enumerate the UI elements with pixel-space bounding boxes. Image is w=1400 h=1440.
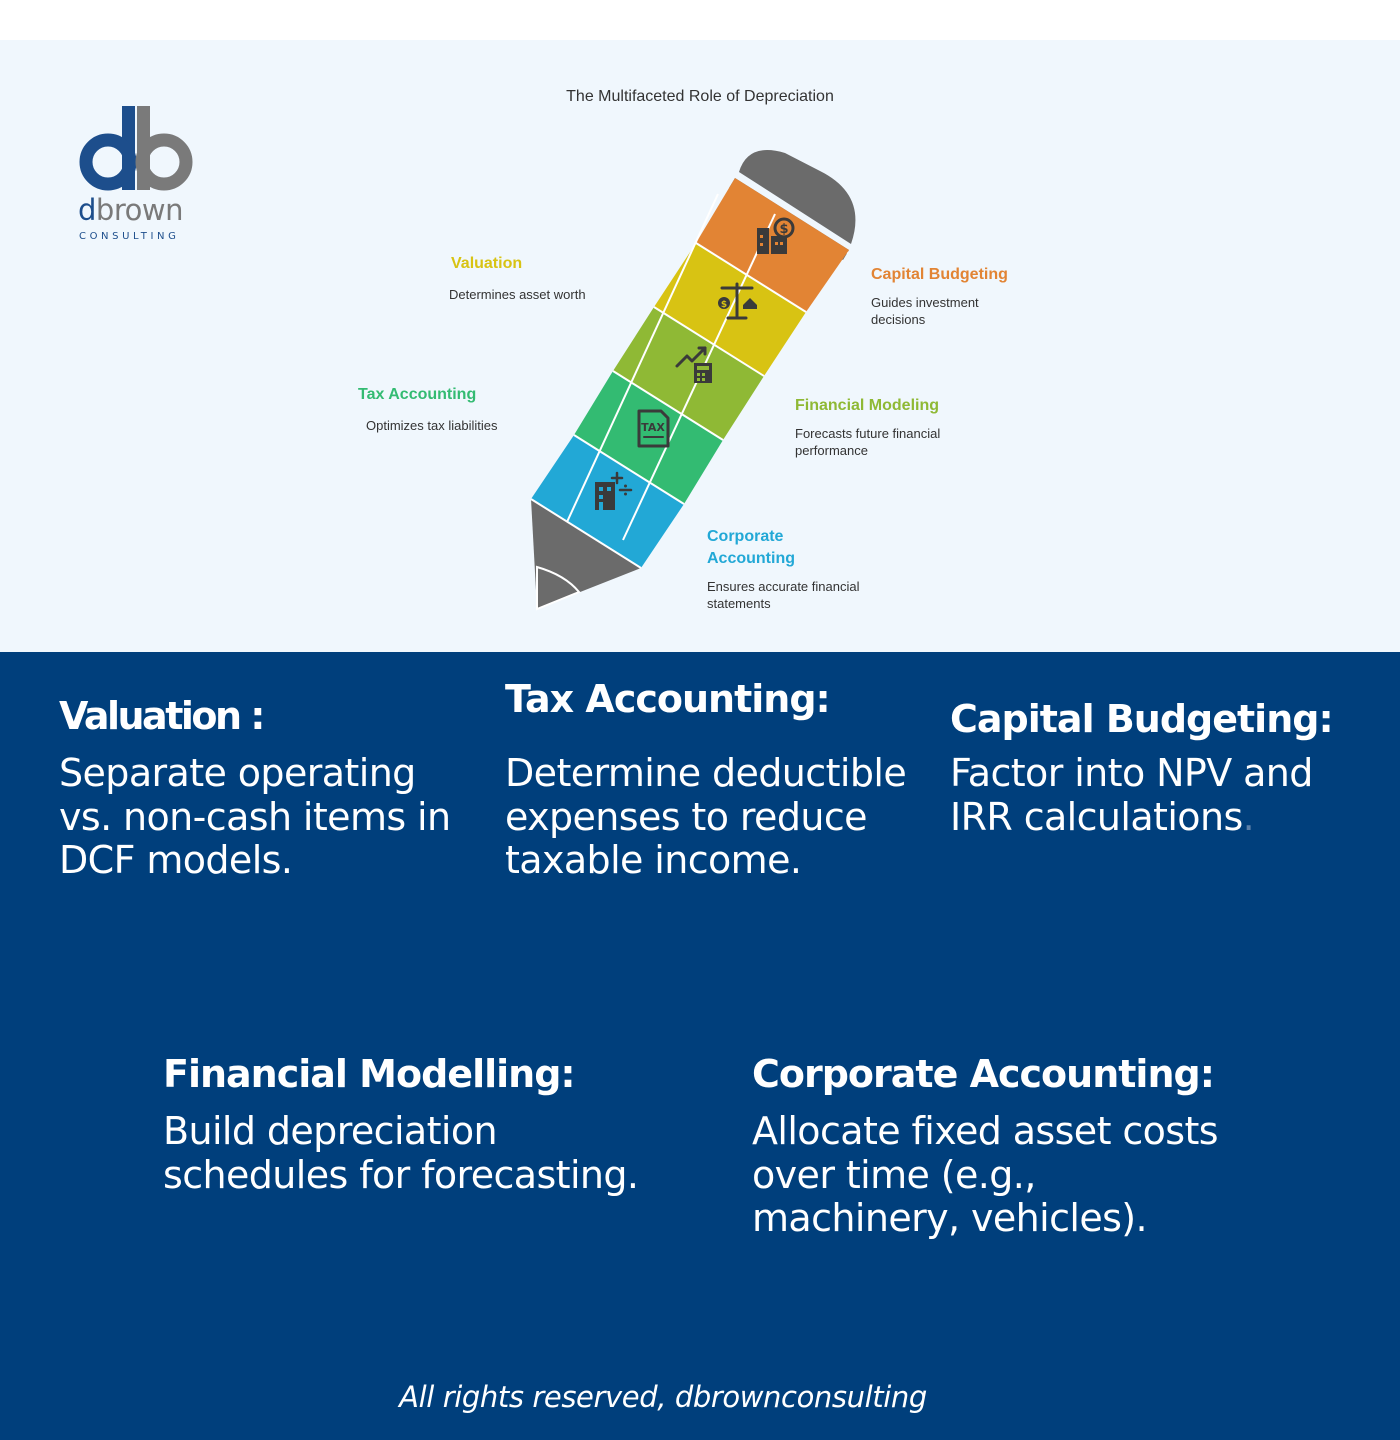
logo-wordmark: dbrown	[78, 193, 183, 227]
card-capital-body-period: .	[1242, 794, 1255, 839]
label-tax-title: Tax Accounting	[358, 386, 477, 403]
logo-subtitle: CONSULTING	[79, 231, 180, 242]
pencil-diagram	[0, 0, 1400, 652]
card-corporate-body: Allocate fixed asset costs over time (e.g., machinery, vehicles).	[752, 1109, 1219, 1240]
card-tax-heading: Tax Accounting:	[505, 677, 830, 721]
svg-text:$: $	[720, 300, 728, 310]
svg-text:$: $	[779, 222, 789, 237]
card-corporate-heading: Corporate Accounting:	[752, 1052, 1214, 1096]
card-tax-body: Determine deductible expenses to reduce taxable income.	[505, 751, 907, 882]
footer-copyright: All rights reserved, dbrownconsulting	[399, 1380, 927, 1414]
label-capital-title: Capital Budgeting	[871, 266, 1008, 283]
label-tax-desc: Optimizes tax liabilities	[366, 418, 498, 433]
card-modelling-heading: Financial Modelling:	[163, 1052, 575, 1096]
pencil-bands	[531, 178, 849, 568]
svg-text:TAX: TAX	[641, 421, 665, 434]
label-corporate-desc: Ensures accurate financial statements	[707, 579, 860, 611]
card-capital-body	[950, 752, 1370, 839]
card-capital-body-text: Factor into NPV and IRR calculations	[950, 751, 1313, 839]
label-valuation-desc: Determines asset worth	[449, 287, 586, 302]
diagram-title: The Multifaceted Role of Depreciation	[566, 88, 834, 105]
label-modeling-title: Financial Modeling	[795, 397, 940, 414]
label-valuation-title: Valuation	[451, 255, 523, 272]
card-valuation-heading: Valuation :	[59, 694, 263, 738]
card-modelling-body: Build depreciation schedules for forecasting.	[163, 1109, 639, 1197]
card-capital-heading: Capital Budgeting:	[950, 697, 1333, 741]
label-modeling-desc: Forecasts future financial performance	[795, 426, 941, 458]
card-valuation-body: Separate operating vs. non-cash items in DCF models.	[59, 751, 451, 882]
label-capital-desc: Guides investment decisions	[871, 295, 979, 327]
label-corporate-title: Corporate Accounting	[707, 528, 795, 567]
